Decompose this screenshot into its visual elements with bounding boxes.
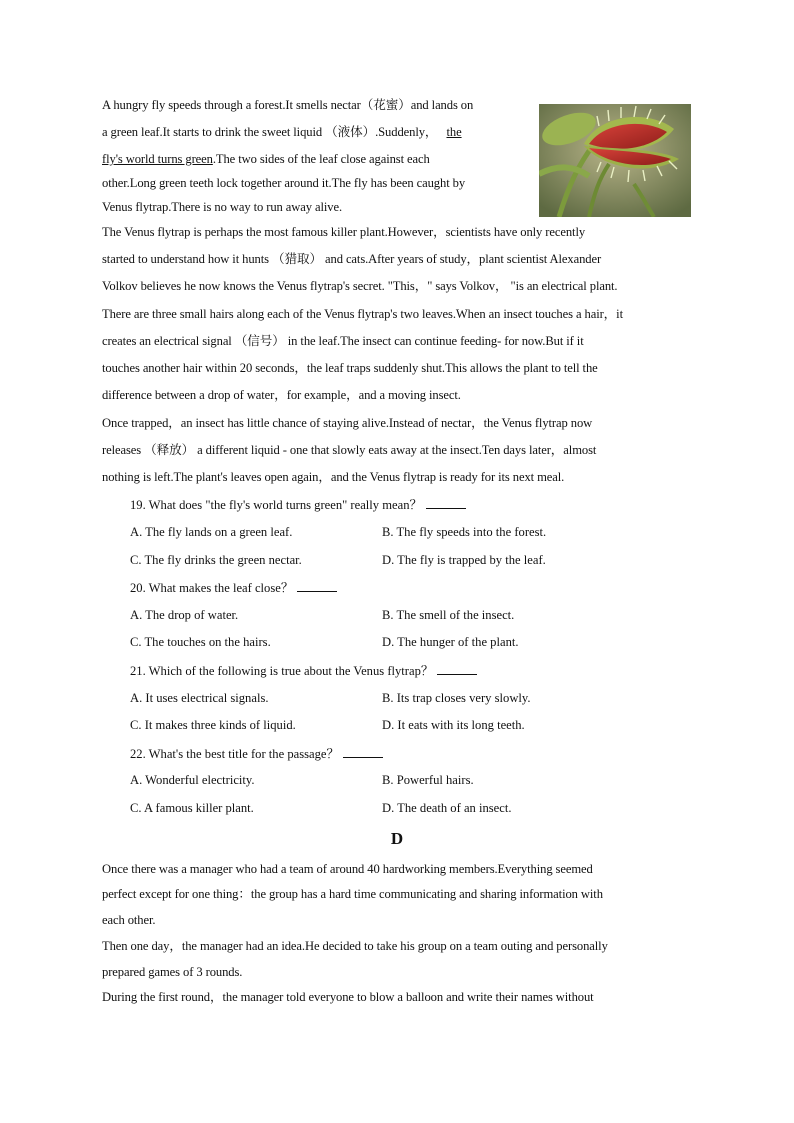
- passage-line: [102, 151, 430, 167]
- passage-line: perfect except for one thing：the group has a hard time communicating and sharing information with: [102, 887, 603, 901]
- venus-flytrap-photo: [539, 104, 691, 217]
- passage-text: a green leaf.It starts to drink the sweet liquid （液体）.Suddenly，: [102, 125, 438, 139]
- passage-line: releases （释放） a different liquid - one that slowly eats away at the insect.Ten days later，almost: [102, 443, 597, 457]
- option-b[interactable]: B. Its trap closes very slowly.: [382, 691, 531, 705]
- option-a[interactable]: A. It uses electrical signals.: [130, 691, 269, 705]
- underlined-phrase: fly's world turns green: [102, 152, 213, 166]
- passage-line: creates an electrical signal （信号） in the leaf.The insect can continue feeding- for now.But if it: [102, 334, 584, 348]
- passage-line: other.Long green teeth lock together around it.The fly has been caught by: [102, 176, 466, 190]
- question-22: [130, 745, 383, 762]
- option-c[interactable]: C. A famous killer plant.: [130, 801, 254, 815]
- question-stem: 19. What does "the fly's world turns green" really mean？: [130, 498, 423, 512]
- answer-blank[interactable]: [437, 662, 477, 675]
- passage-line: Once trapped，an insect has little chance of staying alive.Instead of nectar，the Venus flytrap now: [102, 416, 593, 430]
- option-b[interactable]: B. Powerful hairs.: [382, 773, 474, 787]
- passage-line: nothing is left.The plant's leaves open again，and the Venus flytrap is ready for its next meal.: [102, 470, 565, 484]
- option-d[interactable]: D. The hunger of the plant.: [382, 635, 519, 649]
- option-b[interactable]: B. The smell of the insect.: [382, 608, 515, 622]
- passage-line: Then one day，the manager had an idea.He decided to take his group on a team outing and personally: [102, 939, 608, 953]
- option-c[interactable]: C. It makes three kinds of liquid.: [130, 718, 296, 732]
- option-a[interactable]: A. The fly lands on a green leaf.: [130, 525, 293, 539]
- passage-line: started to understand how it hunts （猎取） and cats.After years of study，plant scientist Alexander: [102, 252, 602, 266]
- option-d[interactable]: D. The death of an insect.: [382, 801, 512, 815]
- answer-blank[interactable]: [426, 496, 466, 509]
- passage-line: A hungry fly speeds through a forest.It smells nectar（花蜜）and lands on: [102, 98, 474, 112]
- option-a[interactable]: A. The drop of water.: [130, 608, 239, 622]
- option-c[interactable]: C. The touches on the hairs.: [130, 635, 271, 649]
- passage-line: each other.: [102, 913, 156, 927]
- passage-line: touches another hair within 20 seconds，the leaf traps suddenly shut.This allows the plant to tell the: [102, 361, 598, 375]
- passage-line: During the first round，the manager told everyone to blow a balloon and write their names without: [102, 990, 594, 1004]
- option-d[interactable]: D. The fly is trapped by the leaf.: [382, 553, 546, 567]
- passage-text: .The two sides of the leaf close against each: [212, 152, 430, 166]
- question-19: [130, 496, 466, 513]
- answer-blank[interactable]: [297, 579, 337, 592]
- passage-line: Venus flytrap.There is no way to run away alive.: [102, 200, 343, 214]
- venus-flytrap-icon: [539, 104, 691, 217]
- passage-line: The Venus flytrap is perhaps the most famous killer plant.However，scientists have only recently: [102, 225, 586, 239]
- option-b[interactable]: B. The fly speeds into the forest.: [382, 525, 547, 539]
- option-a[interactable]: A. Wonderful electricity.: [130, 773, 255, 787]
- underlined-phrase-start: the: [446, 125, 462, 139]
- question-stem: 21. Which of the following is true about the Venus flytrap？: [130, 664, 434, 678]
- question-20: [130, 579, 337, 596]
- section-heading: D: [390, 829, 404, 848]
- option-d[interactable]: D. It eats with its long teeth.: [382, 718, 525, 732]
- passage-line: [102, 124, 462, 140]
- answer-blank[interactable]: [343, 745, 383, 758]
- passage-line: prepared games of 3 rounds.: [102, 965, 243, 979]
- question-stem: 20. What makes the leaf close？: [130, 581, 294, 595]
- option-c[interactable]: C. The fly drinks the green nectar.: [130, 553, 302, 567]
- passage-line: Once there was a manager who had a team of around 40 hardworking members.Everything seemed: [102, 862, 593, 876]
- passage-line: difference between a drop of water，for example，and a moving insect.: [102, 388, 461, 402]
- question-21: [130, 662, 477, 679]
- passage-line: Volkov believes he now knows the Venus flytrap's secret. "This，" says Volkov， "is an electrical plant.: [102, 279, 618, 293]
- passage-line: There are three small hairs along each of the Venus flytrap's two leaves.When an insect touches a hair，it: [102, 307, 623, 321]
- question-stem: 22. What's the best title for the passage？: [130, 747, 340, 761]
